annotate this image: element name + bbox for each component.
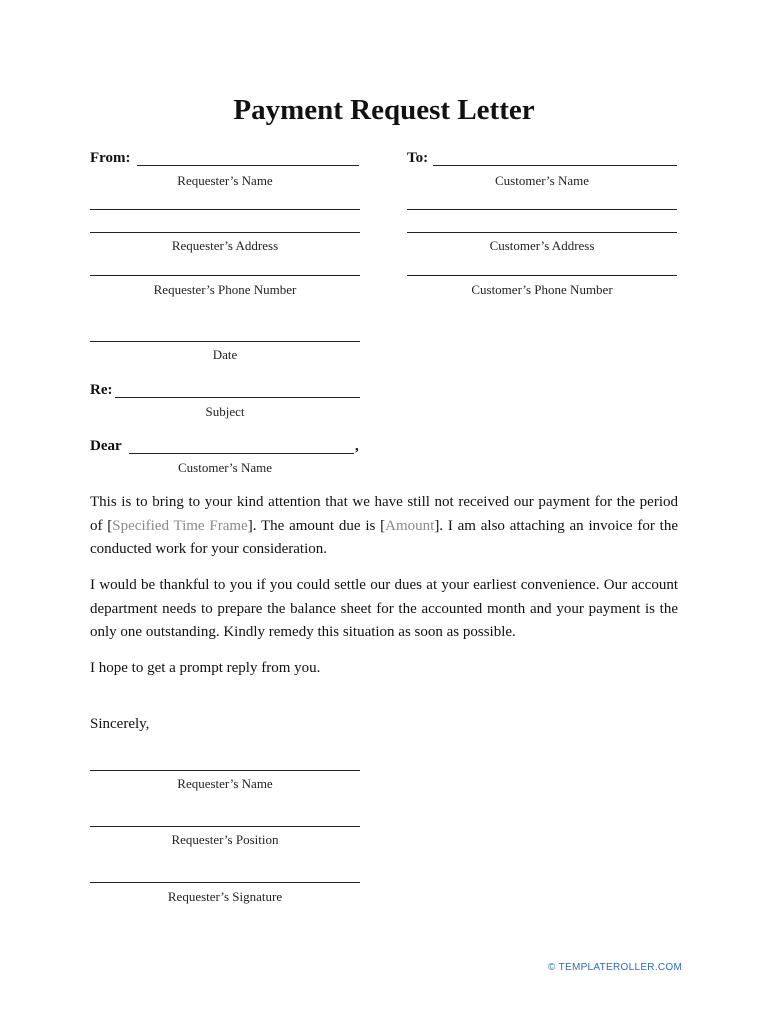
dear-customer-line[interactable] [129,453,354,454]
closing-text: Sincerely, [90,716,150,732]
requester-phone-line[interactable] [90,275,360,276]
time-frame-placeholder[interactable]: Specified Time Frame [112,517,248,534]
signature-name-line[interactable] [90,770,360,771]
customer-phone-caption: Customer’s Phone Number [471,282,613,297]
customer-address-line-1[interactable] [407,209,677,210]
requester-address-line-2[interactable] [90,232,360,233]
date-line[interactable] [90,341,360,342]
signature-position-line[interactable] [90,826,360,827]
dear-comma: , [355,438,359,454]
customer-address-line-2[interactable] [407,232,677,233]
requester-phone-caption: Requester’s Phone Number [153,282,297,297]
signature-position-caption: Requester’s Position [171,832,279,847]
to-name-field[interactable] [433,165,677,166]
requester-address-line-1[interactable] [90,209,360,210]
customer-phone-line[interactable] [407,275,677,276]
page-title: Payment Request Letter [233,94,535,126]
customer-name-caption: Customer’s Name [495,173,589,188]
paragraph-3: I hope to get a prompt reply from you. [90,660,321,676]
customer-address-caption: Customer’s Address [489,238,595,253]
from-label: From: [90,150,131,166]
paragraph-2: I would be thankful to you if you could settle our dues at your earliest convenience. Our account department needs to prepare the balance sheet for the accounted month and your payment is the only one outstanding. Kindly remedy this situation as soon as possible. [90,577,678,640]
to-label: To: [407,150,429,166]
re-label: Re: [90,382,113,398]
paragraph-1: This is to bring to your kind attention that we have still not received our payment for the period of [Specified Time Frame]. The amount due is [Amount]. I am also attaching an invoice for the conducted work for your consideration. [90,494,678,557]
signature-name-caption: Requester’s Name [177,776,273,791]
signature-caption: Requester’s Signature [167,889,283,904]
from-name-field[interactable] [137,165,359,166]
requester-name-caption: Requester’s Name [177,173,273,188]
subject-line[interactable] [115,397,360,398]
signature-line[interactable] [90,882,360,883]
subject-caption: Subject [205,404,245,419]
amount-placeholder[interactable]: Amount [385,517,435,534]
date-caption: Date [212,347,238,362]
dear-customer-caption: Customer’s Name [178,460,272,475]
footer-link[interactable]: © TEMPLATEROLLER.COM [548,962,683,973]
dear-label: Dear [90,438,122,454]
requester-address-caption: Requester’s Address [171,238,279,253]
